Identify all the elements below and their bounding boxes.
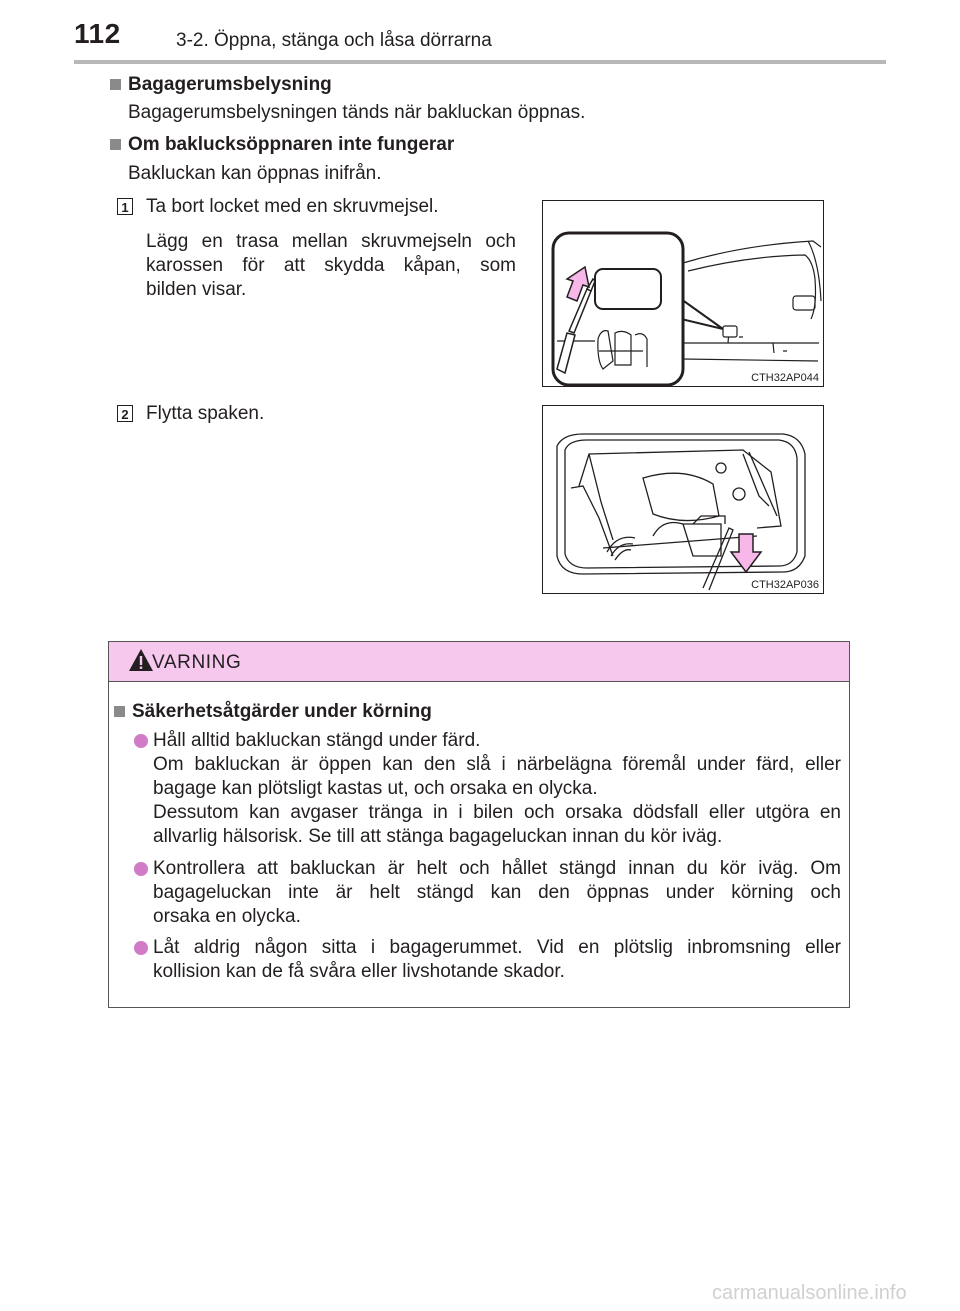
warning-bullet-3 [153,936,841,984]
bullet-line: bagage kan plötsligt kastas ut, och orsaka en olycka. [153,778,598,799]
heading-square-icon [110,79,121,90]
note-line: Lägg en trasa mellan skruvmejseln och [146,231,516,252]
figure-code: CTH32AP044 [751,372,819,384]
warning-bullet-2 [153,857,841,929]
bullet-line: allvarlig hälsorisk. Se till att stänga bagageluckan innan du kör iväg. [153,826,723,847]
bullet-line: kollision kan de få svåra eller livshotande skador. [153,961,565,982]
figure-move-lever [542,405,824,594]
bullet-line: orsaka en olycka. [153,906,301,927]
section-heading-opener [110,134,454,156]
warning-bullet-1 [153,729,841,849]
warning-heading-text: Säkerhetsåtgärder under körning [132,701,432,722]
step-number-1: 1 [117,198,133,215]
section-heading-lighting [110,74,332,96]
heading-square-icon [110,139,121,150]
bullet-line: Kontrollera att bakluckan är helt och hållet stängd innan du kör iväg. Om [153,858,841,879]
heading-square-icon [114,706,125,717]
page-number: 112 [74,18,121,49]
warning-heading [114,701,432,723]
bullet-line: Om bakluckan är öppen kan den slå i närbelägna föremål under färd, eller [153,754,841,775]
bullet-line: Håll alltid bakluckan stängd under färd. [153,730,481,751]
bullet-dot-icon [134,941,148,955]
chapter-title: 3-2. Öppna, stänga och låsa dörrarna [176,30,492,51]
illustration-remove-cover [543,201,823,386]
illustration-move-lever [543,406,823,593]
note-line: bilden visar. [146,279,247,300]
section-text-lighting: Bagagerumsbelysningen tänds när bakluckan öppnas. [128,102,586,123]
figure-remove-cover [542,200,824,387]
step-number-2: 2 [117,405,133,422]
warning-title: VARNING [152,652,242,673]
header-rule [74,60,886,64]
figure-code: CTH32AP036 [751,579,819,591]
section-heading-text: Bagagerumsbelysning [128,74,332,95]
warning-triangle-icon [128,648,154,672]
section-text-opener: Bakluckan kan öppnas inifrån. [128,163,382,184]
step-2-text: Flytta spaken. [146,403,265,424]
bullet-dot-icon [134,734,148,748]
bullet-line: Dessutom kan avgaser tränga in i bilen och orsaka dödsfall eller utgöra en [153,802,841,823]
section-heading-text: Om baklucksöppnaren inte fungerar [128,134,455,155]
watermark: carmanualsonline.info [712,1282,907,1304]
bullet-dot-icon [134,862,148,876]
bullet-line: bagageluckan inte är helt stängd kan den öppnas under körning och [153,882,841,903]
step-1-note [146,230,516,302]
bullet-line: Låt aldrig någon sitta i bagagerummet. Vid en plötslig inbromsning eller [153,937,841,958]
step-1-text: Ta bort locket med en skruvmejsel. [146,196,439,217]
note-line: karossen för att skydda kåpan, som [146,255,516,276]
